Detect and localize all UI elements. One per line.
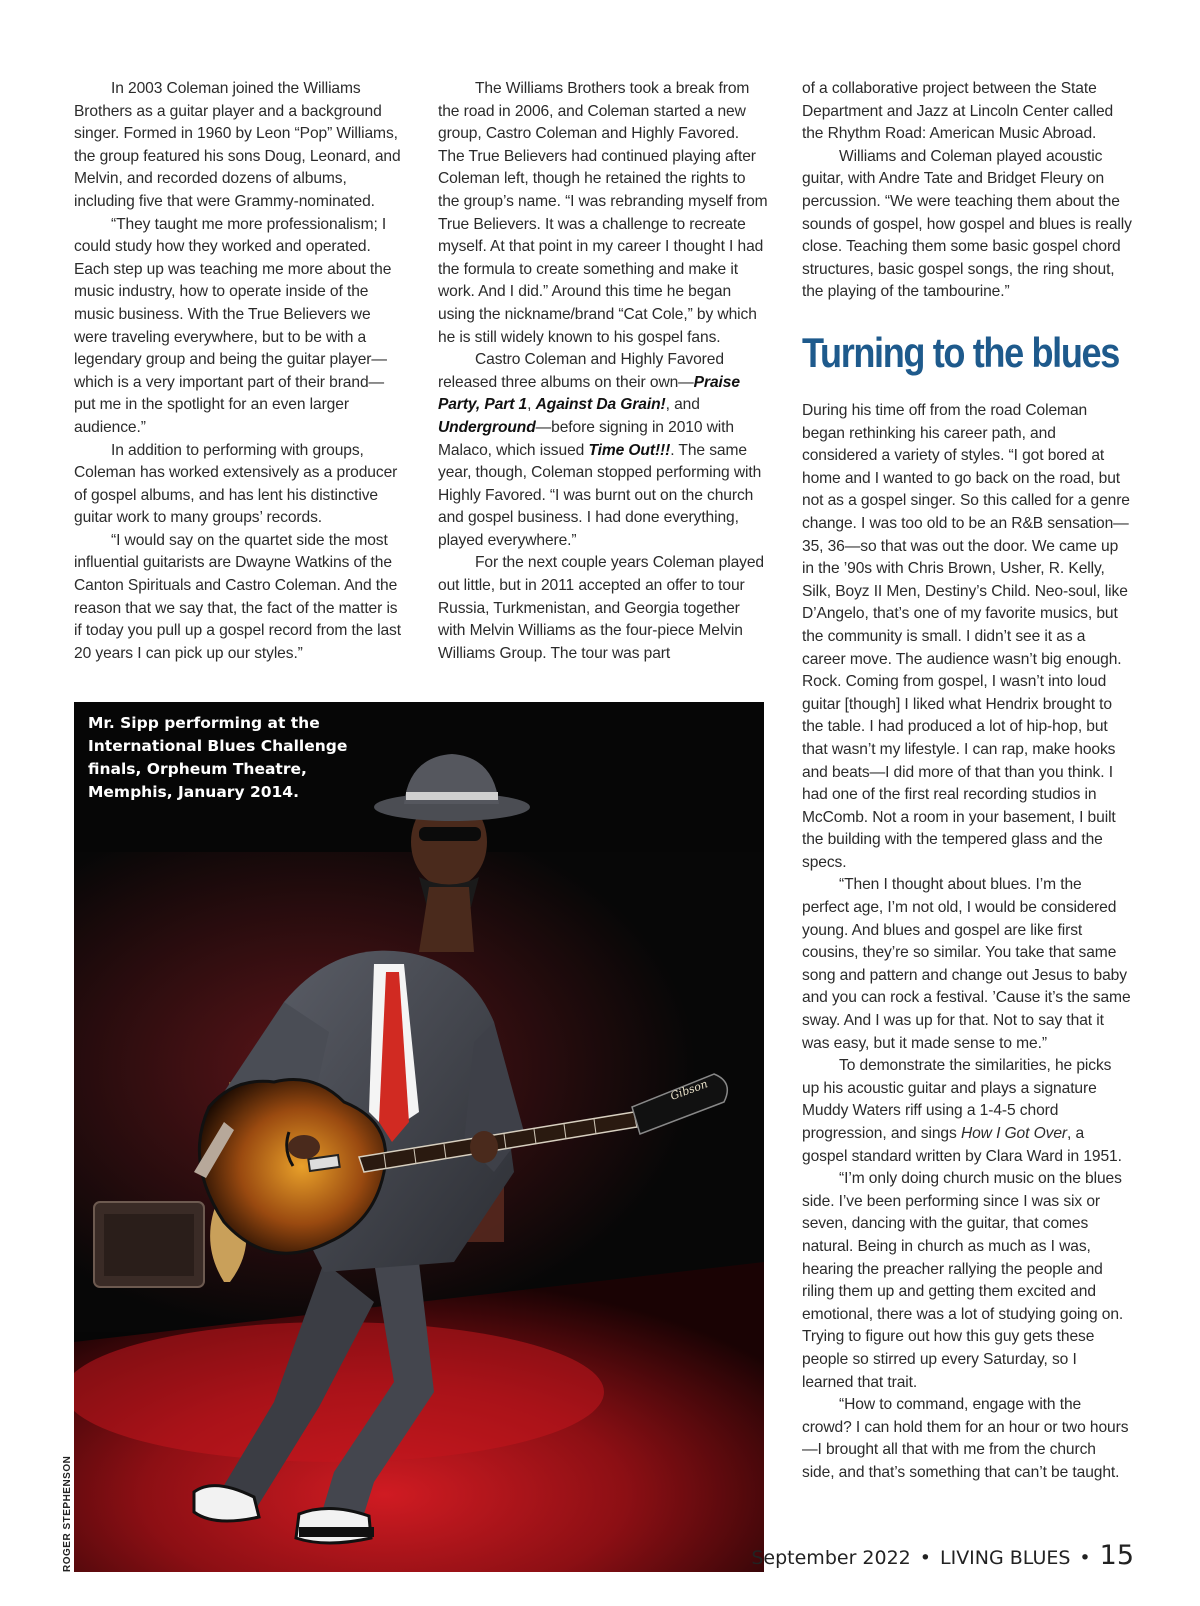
text-run: —before signing in 2010 with Malaco, which issued (438, 418, 734, 459)
sunglasses (419, 827, 481, 841)
amplifier-grille (104, 1214, 194, 1276)
text-run: , a gospel standard written by Clara Ward in 1951. (802, 1125, 1122, 1165)
paragraph: of a collaborative project between the State Department and Jazz at Lincoln Center called the Rhythm Road: American Music Abroad. (802, 80, 1114, 143)
page-footer (751, 1540, 1134, 1571)
section-heading: Turning to the blues (802, 329, 1119, 376)
magazine-name: LIVING BLUES (940, 1547, 1071, 1569)
paragraph-song (802, 1055, 1132, 1168)
left-hand (470, 1131, 498, 1163)
album-title: Underground (438, 418, 536, 436)
concert-photo (74, 702, 764, 1572)
hat-band (406, 792, 498, 800)
paragraph: In 2003 Coleman joined the Williams Brothers as a guitar player and a background singer. Formed in 1960 by Leon “Pop” Williams, the group featured his sons Doug, Leonard, and Melvin, and recorded dozens of albums, including five that were Grammy-nominated. (74, 80, 401, 210)
right-hand (288, 1135, 320, 1159)
footer-bullet: • (1079, 1547, 1091, 1569)
text-run: . The same year, though, Coleman stopped performing with Highly Favored. “I was burnt out on the church and gospel business. I had done everything, played everywhere.” (438, 441, 762, 549)
album-title: Time Out!!! (588, 441, 671, 459)
paragraph: The Williams Brothers took a break from the road in 2006, and Coleman started a new group, Castro Coleman and Highly Favored. The True Believers had continued playing after Coleman left, though he retained the rights to the group’s name. “I was rebranding myself from True Believers. It was a challenge to recreate myself. At that point in my career I thought I had the formula to create something and make it work. And I did.” Around this time he began using the nickname/brand “Cat Cole,” by which he is still widely known to his gospel fans. (438, 80, 768, 346)
paragraph: “Then I thought about blues. I’m the perfect age, I’m not old, I would be considered young. And blues and gospel are like first cousins, they’re so similar. You take that same song and pattern and change out Jesus to baby and you can rock a festival. ’Cause it’s the same sway. And I was up for that. Not to say that it was easy, but it made sense to me.” (802, 876, 1131, 1052)
paragraph-albums (438, 349, 768, 552)
album-title: Praise Party, Part 1 (438, 373, 740, 414)
paragraph: “They taught me more professionalism; I could study how they worked and operated. Each step up was teaching me more about the music industry, how to operate inside of the music business. With the True Believers we were traveling everywhere, but to be with a legendary group and being the guitar player—which is a very important part of their brand—put me in the spotlight for an even larger audience.” (74, 215, 392, 436)
shoe-sole (299, 1527, 374, 1537)
paragraph: For the next couple years Coleman played out little, but in 2011 accepted an offer to tour Russia, Turkmenistan, and Georgia together with Melvin Williams as the four-piece Melvin Williams Group. The tour was part (438, 554, 764, 662)
performer-illustration (74, 702, 764, 1572)
article-column-3 (802, 78, 1132, 1481)
issue-date: September 2022 (751, 1547, 911, 1569)
guitar-brand: Gibson (668, 1077, 710, 1103)
right-shoe (296, 1508, 371, 1543)
paragraph: “I would say on the quartet side the most influential guitarists are Dwayne Watkins of the Canton Spirituals and Castro Coleman. And the reason that we say that, the fact of the matter is if today you pull up a gospel record from the last 20 years I can pick up our styles.” (74, 531, 401, 662)
paragraph: “How to command, engage with the crowd? I can hold them for an hour or two hours—I brought all that with me from the church side, and that’s something that can’t be taught. (802, 1396, 1129, 1481)
paragraph: In addition to performing with groups, Coleman has worked extensively as a producer of gospel albums, and has lent his distinctive guitar work to many groups’ records. (74, 441, 398, 527)
paragraph: Williams and Coleman played acoustic guitar, with Andre Tate and Bridget Fleury on percussion. “We were teaching them about the sounds of gospel, how gospel and blues is really close. Teaching them some basic gospel chord structures, basic gospel songs, the ring shout, the playing of the tambourine.” (802, 147, 1132, 301)
album-title: Against Da Grain! (535, 396, 666, 414)
paragraph: “I’m only doing church music on the blues side. I’ve been performing since I was six or seven, dancing with the guitar, that comes natural. Being in church as much as I was, hearing the preacher rallying the people and riling them up and getting them excited and emotional, there was a lot of studying going on. Trying to figure out how this guy gets these people so stirred up every Saturday, so I learned that trait. (802, 1170, 1124, 1391)
text-run: Castro Coleman and Highly Favored released three albums on their own— (438, 351, 724, 391)
page-number: 15 (1099, 1540, 1134, 1571)
song-title: How I Got Over (960, 1125, 1067, 1142)
footer-bullet: • (919, 1547, 931, 1569)
text-run: , (527, 396, 536, 414)
text-run: To demonstrate the similarities, he picks up his acoustic guitar and plays a signature Muddy Waters riff using a 1-4-5 chord progression, and sings (802, 1057, 1112, 1142)
paragraph: During his time off from the road Coleman began rethinking his career path, and considered a variety of styles. “I got bored at home and I wanted to go back on the road, but not as a gospel singer. So this called for a genre change. I was too old to be an R&B sensation—35, 36—so that was out the door. We came up in the ’90s with Chris Brown, Usher, R. Kelly, Silk, Boyz II Men, Destiny’s Child. Neo-soul, like D’Angelo, that’s one of my favorite musics, but the community is small. I didn’t see it as a career move. The audience wasn’t big enough. Rock. Coming from gospel, I wasn’t into loud guitar [though] I liked what Hendrix brought to the table. I had produced a lot of hip-hop, but that wasn’t my lifestyle. I can rap, make hooks and beats—I did more of that than you think. I had one of the first real recording studios in McComb. Not a room in your basement, I built the building with the tempered glass and the specs. (802, 402, 1130, 871)
section-body (802, 400, 1132, 1485)
article-column-2 (438, 78, 768, 665)
text-run: , and (665, 396, 700, 414)
photo-caption: Mr. Sipp performing at the International Blues Challenge finals, Orpheum Theatre, Memphis, January 2014. (88, 714, 348, 801)
article-column-1 (74, 78, 404, 665)
photo-credit: ROGER STEPHENSON (62, 1455, 73, 1572)
